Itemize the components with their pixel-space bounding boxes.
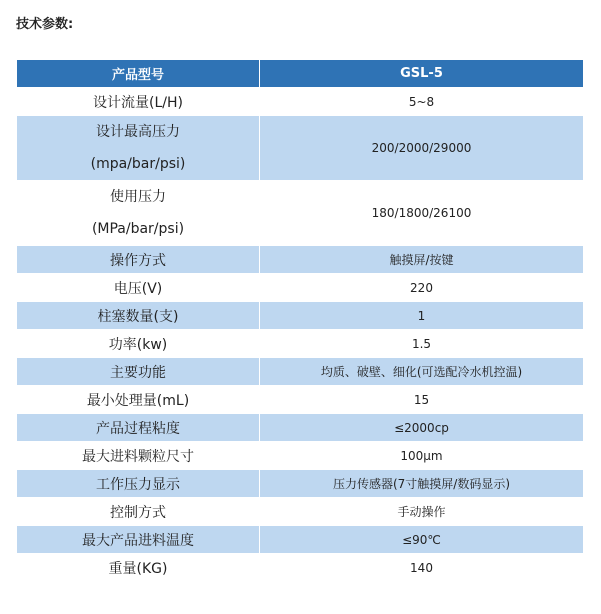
table-row [17, 274, 584, 302]
spec-table-body [17, 88, 584, 582]
table-row [17, 526, 584, 554]
spec-label-line: 重量(KG) [108, 560, 168, 577]
spec-label [17, 116, 260, 181]
spec-value: ≤2000cp [260, 414, 584, 442]
spec-label-line: 最大进料颗粒尺寸 [82, 448, 194, 465]
spec-label [17, 274, 260, 302]
spec-label-line: 产品过程粘度 [96, 420, 180, 437]
spec-label [17, 330, 260, 358]
spec-label-line: (MPa/bar/psi) [91, 221, 185, 237]
spec-table-header [17, 60, 584, 88]
spec-value: 200/2000/29000 [260, 116, 584, 181]
spec-label [17, 386, 260, 414]
spec-label-line: 柱塞数量(支) [97, 308, 179, 325]
spec-label-line: 控制方式 [110, 504, 166, 521]
table-row [17, 554, 584, 582]
spec-label-line: 主要功能 [110, 364, 166, 381]
spec-value: 180/1800/26100 [260, 181, 584, 246]
table-row [17, 88, 584, 116]
spec-label [17, 554, 260, 582]
table-row [17, 181, 584, 246]
spec-label-line: 最小处理量(mL) [86, 392, 190, 409]
spec-label [17, 498, 260, 526]
spec-value: ≤90℃ [260, 526, 584, 554]
spec-table [16, 59, 584, 582]
table-row [17, 358, 584, 386]
spec-label [17, 88, 260, 116]
header-model-label: 产品型号 [17, 60, 260, 88]
spec-value: 140 [260, 554, 584, 582]
spec-value: 压力传感器(7寸触摸屏/数码显示) [260, 470, 584, 498]
spec-label [17, 442, 260, 470]
table-row [17, 302, 584, 330]
spec-value: 均质、破壁、细化(可选配冷水机控温) [260, 358, 584, 386]
table-row [17, 330, 584, 358]
spec-label [17, 358, 260, 386]
table-row [17, 470, 584, 498]
spec-label [17, 414, 260, 442]
table-row [17, 498, 584, 526]
spec-value: 15 [260, 386, 584, 414]
table-row [17, 246, 584, 274]
spec-value: 触摸屏/按键 [260, 246, 584, 274]
spec-value: 220 [260, 274, 584, 302]
spec-value: 5~8 [260, 88, 584, 116]
spec-label-line: 操作方式 [110, 252, 166, 269]
table-row [17, 116, 584, 181]
spec-value: 手动操作 [260, 498, 584, 526]
spec-value: 100μm [260, 442, 584, 470]
spec-label-line: 设计流量(L/H) [93, 94, 183, 111]
spec-label-line: 工作压力显示 [96, 476, 180, 493]
spec-label [17, 470, 260, 498]
spec-label-line: 设计最高压力 [96, 124, 180, 140]
spec-label [17, 302, 260, 330]
spec-label-line: 功率(kw) [108, 336, 168, 353]
table-row [17, 386, 584, 414]
spec-value: 1 [260, 302, 584, 330]
table-row [17, 414, 584, 442]
spec-label-line: 电压(V) [113, 280, 163, 297]
spec-value: 1.5 [260, 330, 584, 358]
table-row [17, 442, 584, 470]
spec-label [17, 526, 260, 554]
spec-label-line: (mpa/bar/psi) [90, 156, 186, 172]
spec-label [17, 246, 260, 274]
section-heading: 技术参数: [16, 17, 74, 32]
spec-label-line: 最大产品进料温度 [82, 532, 194, 549]
spec-label-line: 使用压力 [110, 189, 166, 205]
header-model-value: GSL-5 [260, 60, 584, 88]
spec-label [17, 181, 260, 246]
